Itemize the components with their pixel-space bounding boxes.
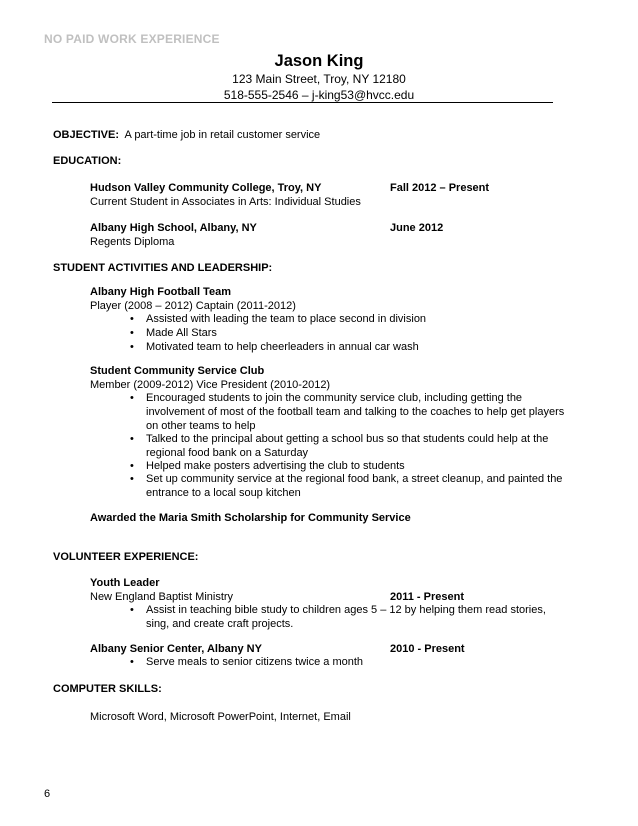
service-bullet-1-line-1: Encouraged students to join the community service club, including getting the (146, 392, 523, 404)
football-bullet-3: Motivated team to help cheerleaders in annual car wash (146, 341, 419, 353)
football-title: Albany High Football Team (90, 286, 231, 298)
service-bullet-1-line-3: on other teams to help (146, 420, 256, 432)
youth-org: New England Baptist Ministry (90, 591, 234, 603)
service-bullet-3: Helped make posters advertising the club to students (146, 460, 405, 472)
education-school-1: Hudson Valley Community College, Troy, NY (90, 182, 322, 194)
watermark-banner: NO PAID WORK EXPERIENCE (44, 32, 220, 46)
education-date-1: Fall 2012 – Present (390, 182, 490, 194)
page-number: 6 (44, 788, 51, 800)
skills-heading: COMPUTER SKILLS: (53, 683, 162, 695)
football-bullet-2: Made All Stars (146, 327, 217, 339)
resume-contact: 518-555-2546 – j-king53@hvcc.edu (223, 88, 415, 102)
education-detail-1: Current Student in Associates in Arts: Individual Studies (90, 196, 361, 208)
service-bullet-4-line-2: entrance to a local soup kitchen (146, 487, 301, 499)
skills-text: Microsoft Word, Microsoft PowerPoint, Internet, Email (90, 711, 351, 723)
education-detail-2: Regents Diploma (90, 236, 175, 248)
youth-title: Youth Leader (90, 577, 160, 589)
scholarship-award: Awarded the Maria Smith Scholarship for Community Service (90, 512, 411, 524)
youth-bullet-line-1: Assist in teaching bible study to children ages 5 – 12 by helping them read stories, (146, 604, 546, 616)
volunteer-heading: VOLUNTEER EXPERIENCE: (53, 551, 199, 563)
service-bullet-2-line-1: Talked to the principal about getting a school bus so that students could help at the (146, 433, 549, 445)
header-divider (52, 102, 553, 103)
bullet-icon: • (130, 604, 134, 616)
education-date-2: June 2012 (390, 222, 444, 234)
bullet-icon: • (130, 392, 134, 404)
service-bullet-2-line-2: regional food bank on a Saturday (146, 447, 309, 459)
bullet-icon: • (130, 433, 134, 445)
objective-line (53, 128, 320, 142)
youth-bullet-line-2: sing, and create craft projects. (146, 618, 294, 630)
bullet-icon: • (130, 341, 134, 353)
service-bullet-4-line-1: Set up community service at the regional food bank, a street cleanup, and painted the (146, 473, 563, 485)
service-title: Student Community Service Club (90, 365, 265, 377)
resume-address: 123 Main Street, Troy, NY 12180 (232, 72, 406, 86)
objective-label: OBJECTIVE: (53, 129, 120, 141)
service-role: Member (2009-2012) Vice President (2010-2012) (90, 379, 331, 391)
bullet-icon: • (130, 656, 134, 668)
resume-name: Jason King (274, 52, 364, 70)
youth-date: 2011 - Present (390, 591, 464, 603)
bullet-icon: • (130, 313, 134, 325)
service-bullet-1-line-2: involvement of most of the football team and talking to the coaches to help get players (146, 406, 565, 418)
bullet-icon: • (130, 473, 134, 485)
objective-text: A part-time job in retail customer service (124, 129, 321, 141)
education-school-2: Albany High School, Albany, NY (90, 222, 257, 234)
senior-date: 2010 - Present (390, 643, 465, 655)
education-heading: EDUCATION: (53, 155, 122, 167)
football-bullet-1: Assisted with leading the team to place second in division (146, 313, 427, 325)
football-role: Player (2008 – 2012) Captain (2011-2012) (90, 300, 296, 312)
bullet-icon: • (130, 327, 134, 339)
senior-title: Albany Senior Center, Albany NY (90, 643, 262, 655)
senior-bullet: Serve meals to senior citizens twice a month (146, 656, 364, 668)
activities-heading: STUDENT ACTIVITIES AND LEADERSHIP: (53, 262, 273, 274)
bullet-icon: • (130, 460, 134, 472)
